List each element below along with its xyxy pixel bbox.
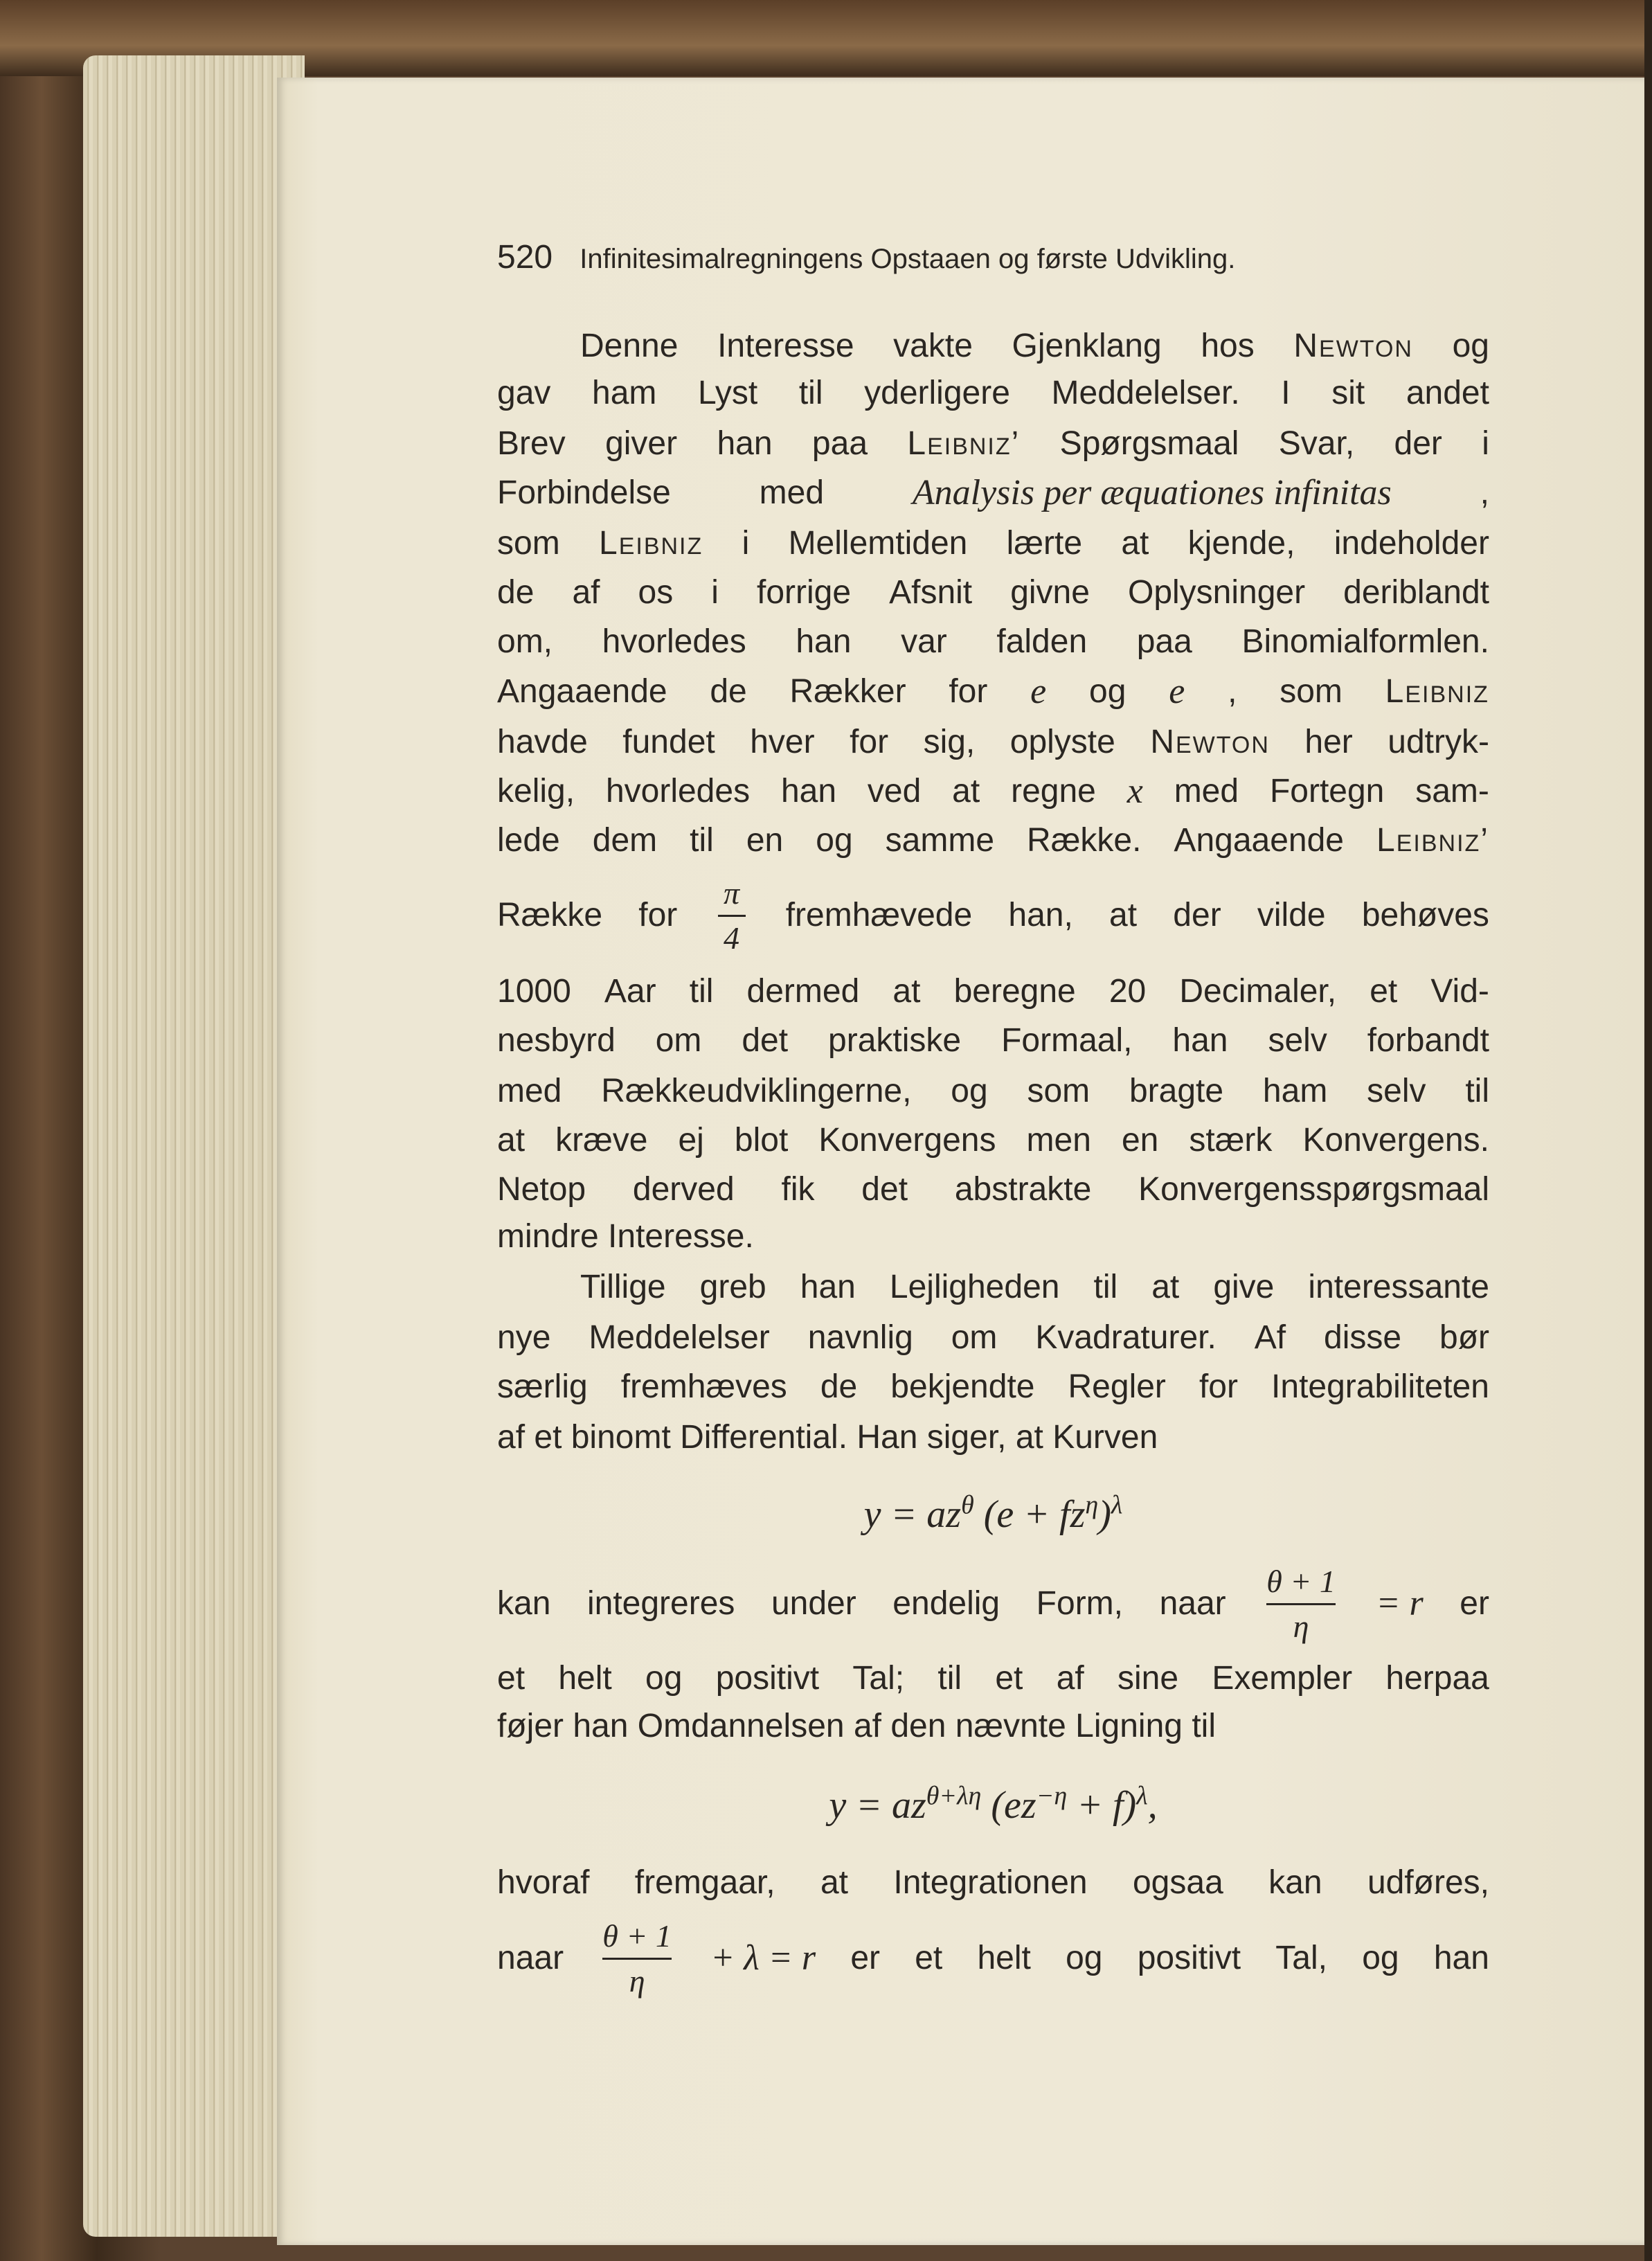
word: samme	[885, 822, 995, 859]
name-small-caps: Leibniz	[599, 525, 703, 562]
word: Integrabiliteten	[1271, 1368, 1489, 1405]
word: stærk	[1189, 1122, 1273, 1159]
math-segment: (e + fz	[973, 1493, 1086, 1536]
running-header	[497, 238, 1235, 276]
word: 20	[1108, 973, 1147, 1010]
word: under	[771, 1585, 856, 1622]
word: Form,	[1036, 1585, 1123, 1622]
scan-edge	[1644, 0, 1652, 2261]
word: kelig,	[497, 773, 575, 810]
word: med	[497, 1073, 562, 1109]
word: andet	[1406, 375, 1489, 411]
word: som	[1027, 1073, 1090, 1109]
word: han	[1433, 1940, 1489, 1976]
word: havde	[497, 724, 588, 760]
fraction	[1266, 1563, 1336, 1644]
word: Række.	[1027, 822, 1142, 859]
word: helt	[977, 1940, 1031, 1976]
word: fundet	[622, 724, 715, 760]
text-line	[497, 717, 1489, 767]
word: paa	[811, 425, 868, 462]
word: os	[638, 574, 674, 611]
word: Tal,	[1275, 1940, 1327, 1976]
word: her	[1304, 724, 1353, 760]
word: sam-	[1415, 773, 1489, 810]
word: ham	[592, 375, 657, 411]
fraction-numerator: θ + 1	[602, 1918, 672, 1954]
word: indeholder	[1334, 525, 1489, 562]
fraction-denominator: 4	[724, 920, 739, 956]
text-line	[497, 875, 1489, 956]
word: var	[901, 623, 947, 660]
word: giver	[605, 425, 678, 462]
word: de	[820, 1368, 858, 1405]
word: lærte	[1006, 525, 1083, 562]
word: Afsnit	[889, 574, 973, 611]
word: og	[1066, 1940, 1103, 1976]
word: hvorledes	[605, 773, 751, 810]
word: for	[949, 673, 988, 710]
word: et	[995, 1660, 1023, 1697]
name-small-caps: Leibniz’	[1376, 822, 1489, 859]
word: herpaa	[1385, 1660, 1489, 1697]
fraction	[602, 1920, 672, 1997]
word: beregne	[953, 973, 1076, 1010]
word: Interesse	[717, 328, 854, 364]
word: Denne	[580, 328, 679, 364]
word: sit	[1331, 375, 1365, 411]
word: Angaaende	[497, 673, 667, 710]
text-line	[497, 667, 1489, 717]
text-line	[497, 617, 1489, 667]
text-line	[497, 519, 1489, 569]
word: hver	[750, 724, 815, 760]
word: ved	[867, 773, 922, 810]
word: bør	[1439, 1319, 1489, 1356]
word: Angaaende	[1174, 822, 1344, 859]
text-line	[497, 1413, 1489, 1463]
word: sine	[1117, 1660, 1179, 1697]
text-line	[497, 1701, 1489, 1751]
word: at	[1121, 525, 1149, 562]
fraction-denominator: η	[629, 1963, 645, 1999]
word: Integrationen	[893, 1864, 1088, 1901]
text-line	[497, 1563, 1489, 1644]
word: i	[1482, 425, 1489, 462]
word: og	[645, 1660, 683, 1697]
word: naar	[497, 1940, 564, 1976]
word: og	[951, 1073, 988, 1109]
word: paa	[1136, 623, 1192, 660]
word: Meddelelser.	[1051, 375, 1240, 411]
word: til	[1465, 1073, 1489, 1109]
superscript: λ	[1136, 1781, 1148, 1811]
word: en	[746, 822, 784, 859]
text-line	[497, 767, 1489, 816]
word: dermed	[746, 973, 860, 1010]
word: og	[1452, 328, 1489, 364]
name-small-caps: Newton	[1150, 724, 1270, 760]
text-line	[497, 1016, 1489, 1066]
italic-text: e	[1169, 672, 1185, 711]
word: for	[1198, 1368, 1238, 1405]
word: praktiske	[828, 1022, 962, 1059]
word: som	[1280, 673, 1343, 710]
word: han	[800, 1269, 856, 1305]
word: forbandt	[1367, 1022, 1489, 1059]
word: vilde	[1257, 897, 1326, 933]
word: Vid-	[1430, 973, 1489, 1010]
word: udtryk-	[1388, 724, 1489, 760]
word: yderligere	[864, 375, 1010, 411]
text-segment: mindre Interesse.	[497, 1218, 754, 1255]
name-small-caps: Newton	[1293, 328, 1413, 364]
word: kan	[1268, 1864, 1322, 1901]
word: Konvergensspørgsmaal	[1138, 1171, 1489, 1208]
math-segment: y = az	[829, 1784, 926, 1827]
word: ham	[1262, 1073, 1328, 1109]
italic-text: = r	[1376, 1584, 1424, 1623]
word: bekjendte	[890, 1368, 1035, 1405]
word: I	[1281, 375, 1291, 411]
word: navnlig	[807, 1319, 913, 1356]
text-line	[497, 1362, 1489, 1412]
text-line	[497, 1858, 1489, 1908]
text-line	[497, 1212, 1489, 1262]
word: at	[952, 773, 980, 810]
fraction	[718, 877, 746, 954]
superscript: θ+λη	[926, 1781, 982, 1811]
word: fik	[781, 1171, 815, 1208]
text-line	[497, 816, 1489, 866]
word: Meddelelser	[589, 1319, 770, 1356]
word: og	[1089, 673, 1126, 710]
italic-text: Analysis per æquationes infinitas	[912, 473, 1392, 512]
word: Aar	[604, 973, 656, 1010]
word: integreres	[586, 1585, 735, 1622]
text-line	[497, 1116, 1489, 1165]
text-line	[497, 1918, 1489, 1999]
word: hvoraf	[497, 1864, 590, 1901]
superscript: −η	[1036, 1781, 1068, 1811]
word: Tal;	[852, 1660, 905, 1697]
word: 1000	[497, 973, 571, 1010]
word: Exempler	[1212, 1660, 1353, 1697]
word: med	[1174, 773, 1239, 810]
word: til	[689, 973, 714, 1010]
math-segment: + f)	[1067, 1784, 1137, 1827]
word: Tillige	[580, 1269, 666, 1305]
word: med	[759, 474, 825, 511]
math-segment: y = az	[863, 1493, 962, 1536]
word: til	[690, 822, 714, 859]
math-segment: (ez	[981, 1784, 1036, 1827]
word: til	[937, 1660, 962, 1697]
word: givne	[1010, 574, 1090, 611]
word: Kvadraturer.	[1035, 1319, 1216, 1356]
word: fremhævede	[785, 897, 973, 933]
word: selv	[1268, 1022, 1327, 1059]
word: abstrakte	[954, 1171, 1092, 1208]
word: blot	[734, 1122, 789, 1159]
word: at	[892, 973, 921, 1010]
name-small-caps: Leibniz’	[907, 425, 1021, 462]
word: om	[951, 1319, 998, 1356]
word: Lejligheden	[889, 1269, 1060, 1305]
word: regne	[1011, 773, 1096, 810]
word: nye	[497, 1319, 551, 1356]
word: disse	[1324, 1319, 1402, 1356]
word: men	[1026, 1122, 1091, 1159]
word: at	[1151, 1269, 1180, 1305]
word: Lyst	[697, 375, 758, 411]
word: og	[1362, 1940, 1399, 1976]
fraction-numerator: π	[723, 875, 740, 911]
word: ej	[678, 1122, 704, 1159]
word: bragte	[1129, 1073, 1224, 1109]
word: interessante	[1308, 1269, 1489, 1305]
word: ,	[1228, 673, 1237, 710]
word: endelig	[892, 1585, 1000, 1622]
word: af	[1056, 1660, 1084, 1697]
word: der	[1173, 897, 1221, 933]
word: et	[1370, 973, 1398, 1010]
word: Binomialformlen.	[1241, 623, 1489, 660]
word: om	[655, 1022, 702, 1059]
word: selv	[1367, 1073, 1426, 1109]
text-segment: af et binomt Differential. Han siger, at Kurven	[497, 1419, 1158, 1456]
word: for	[850, 724, 889, 760]
math-segment: ,	[1147, 1784, 1158, 1827]
word: i	[711, 574, 719, 611]
word: et	[497, 1660, 526, 1697]
word: et	[915, 1940, 943, 1976]
word: han	[780, 773, 837, 810]
word: kjende,	[1187, 525, 1295, 562]
word: greb	[699, 1269, 766, 1305]
italic-text: + λ = r	[710, 1938, 816, 1978]
word: Spørgsmaal	[1059, 425, 1239, 462]
fraction-bar	[602, 1958, 672, 1960]
word: til	[798, 375, 823, 411]
word: Brev	[497, 425, 566, 462]
word: nesbyrd	[497, 1022, 616, 1059]
word: om,	[497, 623, 553, 660]
italic-text: x	[1126, 771, 1143, 811]
word: det	[861, 1171, 908, 1208]
word: er	[1460, 1585, 1489, 1622]
word: Netop	[497, 1171, 586, 1208]
word: positivt	[715, 1660, 820, 1697]
word: Af	[1254, 1319, 1286, 1356]
equation	[497, 1492, 1489, 1537]
word: fremhæves	[620, 1368, 787, 1405]
word: vakte	[893, 328, 973, 364]
word: det	[742, 1022, 789, 1059]
word: gav	[497, 375, 551, 411]
text-line	[497, 468, 1489, 518]
text-segment: føjer han Omdannelsen af den nævnte Ligning til	[497, 1708, 1216, 1744]
word: Rækker	[789, 673, 906, 710]
word: Forbindelse	[497, 474, 671, 511]
word: ,	[1480, 474, 1489, 511]
word: Decimaler,	[1179, 973, 1337, 1010]
superscript: λ	[1111, 1490, 1123, 1520]
fraction-bar	[718, 915, 746, 917]
word: de	[497, 574, 535, 611]
text-line	[497, 1654, 1489, 1704]
word: kræve	[555, 1122, 648, 1159]
word: udføres,	[1367, 1864, 1489, 1901]
page-stack-edges	[83, 55, 305, 2237]
word: hos	[1201, 328, 1255, 364]
text-line	[497, 419, 1489, 469]
text-line	[580, 321, 1489, 371]
word: ogsaa	[1132, 1864, 1223, 1901]
word: Gjenklang	[1012, 328, 1162, 364]
word: at	[820, 1864, 848, 1901]
word: Konvergens.	[1302, 1122, 1489, 1159]
word: han,	[1008, 897, 1073, 933]
text-line	[497, 368, 1489, 418]
text-line	[497, 967, 1489, 1017]
word: sig,	[923, 724, 976, 760]
name-small-caps: Leibniz	[1385, 673, 1489, 710]
word: Konvergens	[818, 1122, 996, 1159]
word: til	[1093, 1269, 1118, 1305]
word: Svar,	[1278, 425, 1355, 462]
text-line	[497, 1066, 1489, 1116]
superscript: θ	[961, 1490, 974, 1520]
fraction-bar	[1266, 1603, 1336, 1605]
word: han	[1172, 1022, 1228, 1059]
equation	[497, 1783, 1489, 1827]
word: give	[1213, 1269, 1275, 1305]
word: af	[572, 574, 600, 611]
fraction-numerator: θ + 1	[1266, 1563, 1336, 1599]
word: Fortegn	[1269, 773, 1385, 810]
word: for	[638, 897, 678, 933]
text-line	[497, 1313, 1489, 1363]
word: dem	[592, 822, 658, 859]
text-line	[497, 568, 1489, 618]
math-segment: )	[1098, 1493, 1111, 1536]
word: Mellemtiden	[788, 525, 968, 562]
superscript: η	[1085, 1490, 1099, 1520]
page-number: 520	[497, 239, 553, 276]
word: falden	[996, 623, 1088, 660]
word: naar	[1159, 1585, 1226, 1622]
word: i	[742, 525, 750, 562]
word: behøves	[1361, 897, 1489, 933]
word: Regler	[1068, 1368, 1166, 1405]
word: Rækkeudviklingerne,	[601, 1073, 912, 1109]
word: deriblandt	[1343, 574, 1489, 611]
word: Række	[497, 897, 603, 933]
word: fremgaar,	[634, 1864, 775, 1901]
word: hvorledes	[602, 623, 746, 660]
word: Oplysninger	[1127, 574, 1306, 611]
word: derved	[632, 1171, 735, 1208]
word: helt	[558, 1660, 612, 1697]
word: særlig	[497, 1368, 588, 1405]
text-line	[497, 1165, 1489, 1215]
word: at	[497, 1122, 526, 1159]
word: positivt	[1137, 1940, 1241, 1976]
word: han	[796, 623, 852, 660]
word: som	[497, 525, 560, 562]
word: kan	[497, 1585, 551, 1622]
italic-text: e	[1030, 672, 1047, 711]
word: og	[816, 822, 853, 859]
word: lede	[497, 822, 560, 859]
word: en	[1121, 1122, 1159, 1159]
word: forrige	[756, 574, 852, 611]
word: de	[710, 673, 747, 710]
running-title: Infinitesimalregningens Opstaaen og første Udvikling.	[580, 244, 1236, 274]
word: oplyste	[1009, 724, 1115, 760]
word: Formaal,	[1001, 1022, 1133, 1059]
word: der	[1394, 425, 1442, 462]
word: at	[1109, 897, 1138, 933]
word: er	[850, 1940, 880, 1976]
word: han	[717, 425, 773, 462]
fraction-denominator: η	[1293, 1608, 1309, 1644]
text-line	[580, 1262, 1489, 1312]
